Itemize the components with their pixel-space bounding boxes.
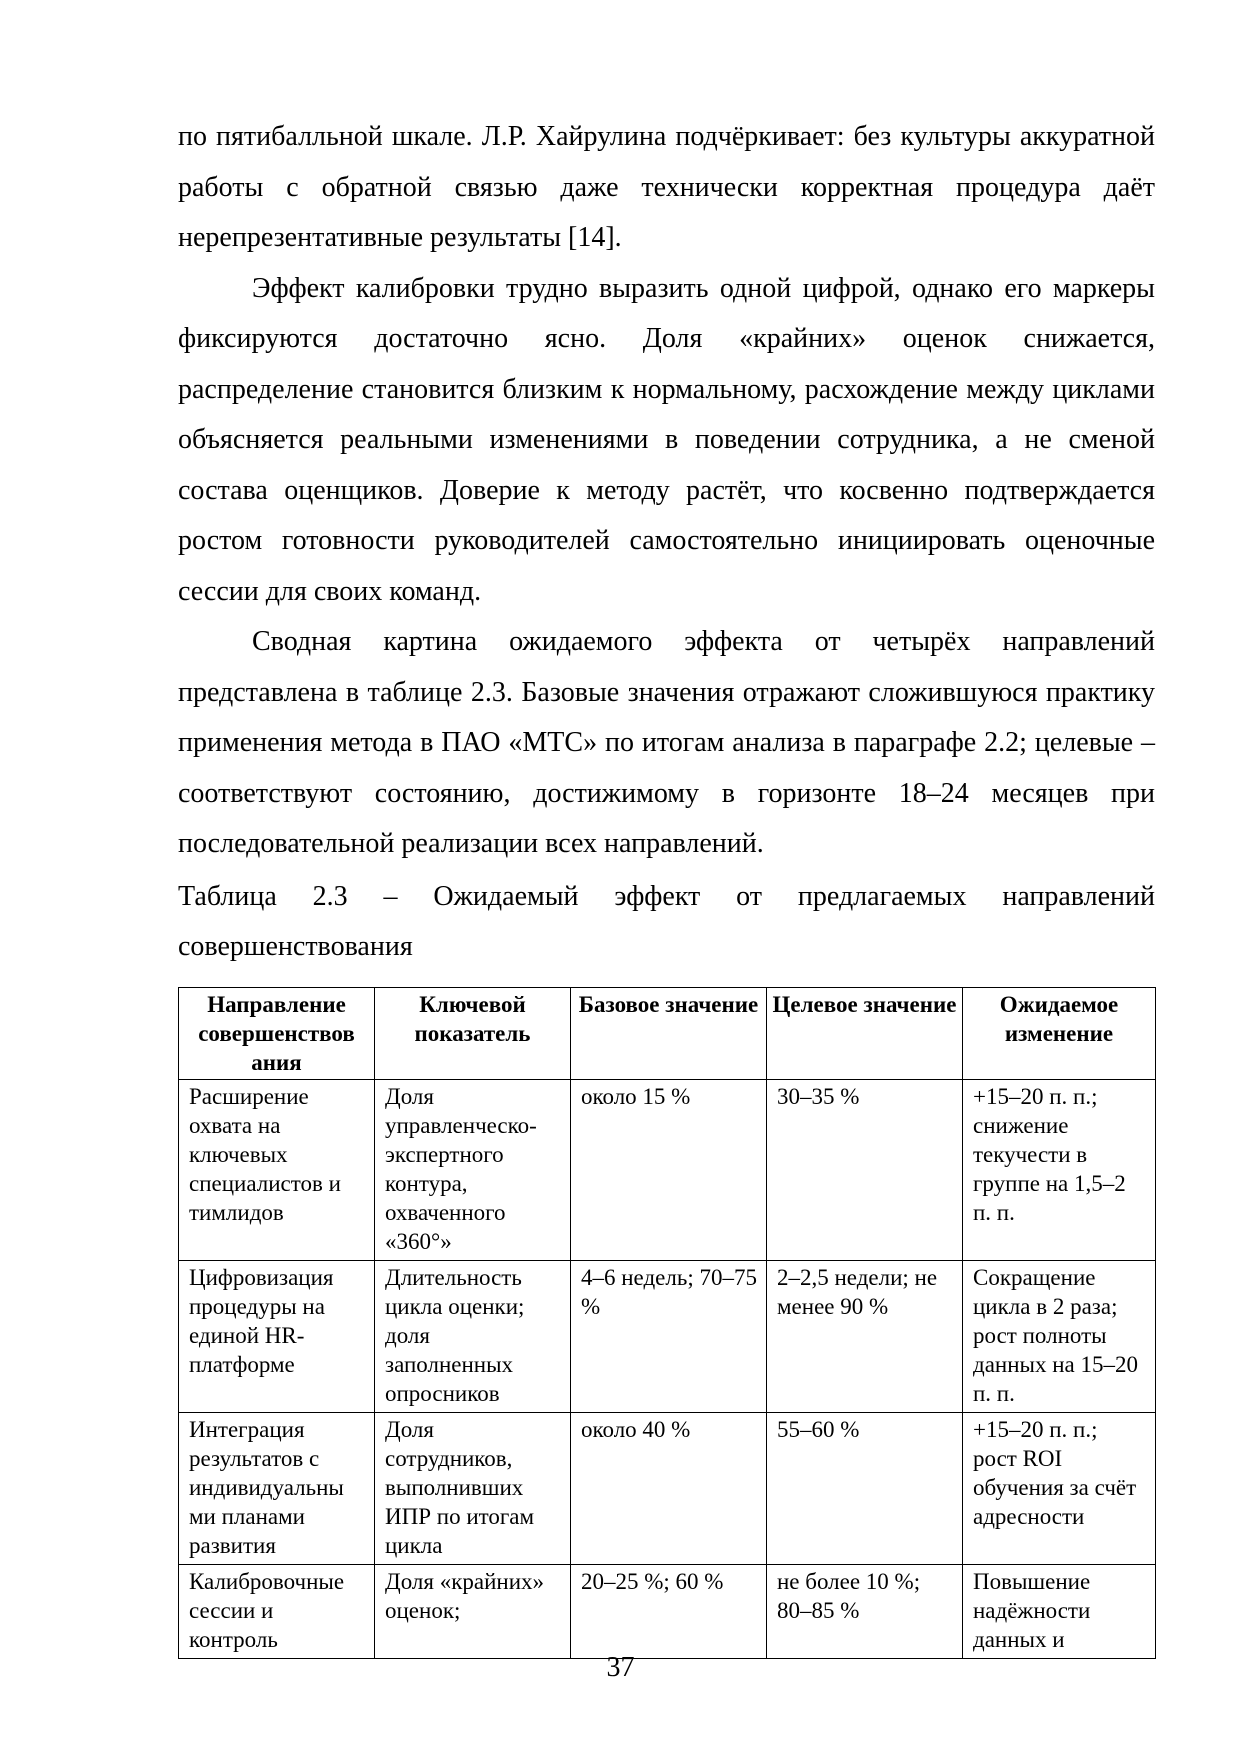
table-caption: Таблица 2.3 – Ожидаемый эффект от предлагаемых направлений совершенствования xyxy=(178,880,1155,962)
table-cell: около 15 % xyxy=(571,1079,767,1260)
table-row xyxy=(179,1412,1156,1564)
table-cell: 30–35 % xyxy=(767,1079,963,1260)
table-cell: не более 10 %; 80–85 % xyxy=(767,1564,963,1658)
header-expected-change: Ожидаемое изменение xyxy=(963,987,1156,1079)
table-header-row xyxy=(179,987,1156,1079)
table-cell: 4–6 недель; 70–75 % xyxy=(571,1260,767,1412)
header-base-value: Базовое значение xyxy=(571,987,767,1079)
table-cell: +15–20 п. п.; снижение текучести в группе на 1,5–2 п. п. xyxy=(963,1079,1156,1260)
table-row xyxy=(179,1260,1156,1412)
table-cell: 55–60 % xyxy=(767,1412,963,1564)
table-row xyxy=(179,1564,1156,1658)
table-cell: Доля управленческо-экспертного контура, охваченного «360°» xyxy=(375,1079,571,1260)
table-cell: около 40 % xyxy=(571,1412,767,1564)
table-cell: 2–2,5 недели; не менее 90 % xyxy=(767,1260,963,1412)
document-page xyxy=(178,112,1155,1659)
header-direction: Направление совершенствов ания xyxy=(179,987,375,1079)
table-cell: Цифровизация процедуры на единой HR-платформе xyxy=(179,1260,375,1412)
table-cell: Длительность цикла оценки; доля заполненных опросников xyxy=(375,1260,571,1412)
table-cell: Интеграция результатов с индивидуальны ми планами развития xyxy=(179,1412,375,1564)
table-cell: Калибровочные сессии и контроль xyxy=(179,1564,375,1658)
page-number: 37 xyxy=(606,1652,635,1683)
effect-table xyxy=(178,987,1156,1659)
paragraph-3: Сводная картина ожидаемого эффекта от четырёх направлений представлена в таблице 2.3. Базовые значения отражают сложившуюся практику применения метода в ПАО «МТС» по итогам анализа в параграфе 2.2; целевые – соответствуют состоянию, достижимому в горизонте 18–24 месяцев при последовательной реализации всех направлений. xyxy=(178,626,1155,859)
paragraph-2: Эффект калибровки трудно выразить одной цифрой, однако его маркеры фиксируются достаточно ясно. Доля «крайних» оценок снижается, распределение становится близким к нормальному, расхождение между циклами объясняется реальными изменениями в поведении сотрудника, а не сменой состава оценщиков. Доверие к методу растёт, что косвенно подтверждается ростом готовности руководителей самостоятельно инициировать оценочные сессии для своих команд. xyxy=(178,272,1155,607)
table-cell: Расширение охвата на ключевых специалистов и тимлидов xyxy=(179,1079,375,1260)
table-cell: Повышение надёжности данных и xyxy=(963,1564,1156,1658)
paragraph-1: по пятибалльной шкале. Л.Р. Хайрулина подчёркивает: без культуры аккуратной работы с обратной связью даже технически корректная процедура даёт нерепрезентативные результаты [14]. xyxy=(178,121,1155,253)
table-cell: Доля «крайних» оценок; xyxy=(375,1564,571,1658)
table-cell: 20–25 %; 60 % xyxy=(571,1564,767,1658)
table-cell: +15–20 п. п.; рост ROI обучения за счёт адресности xyxy=(963,1412,1156,1564)
table-cell: Доля сотрудников, выполнивших ИПР по итогам цикла xyxy=(375,1412,571,1564)
header-indicator: Ключевой показатель xyxy=(375,987,571,1079)
header-target-value: Целевое значение xyxy=(767,987,963,1079)
table-cell: Сокращение цикла в 2 раза; рост полноты данных на 15–20 п. п. xyxy=(963,1260,1156,1412)
table-row xyxy=(179,1079,1156,1260)
